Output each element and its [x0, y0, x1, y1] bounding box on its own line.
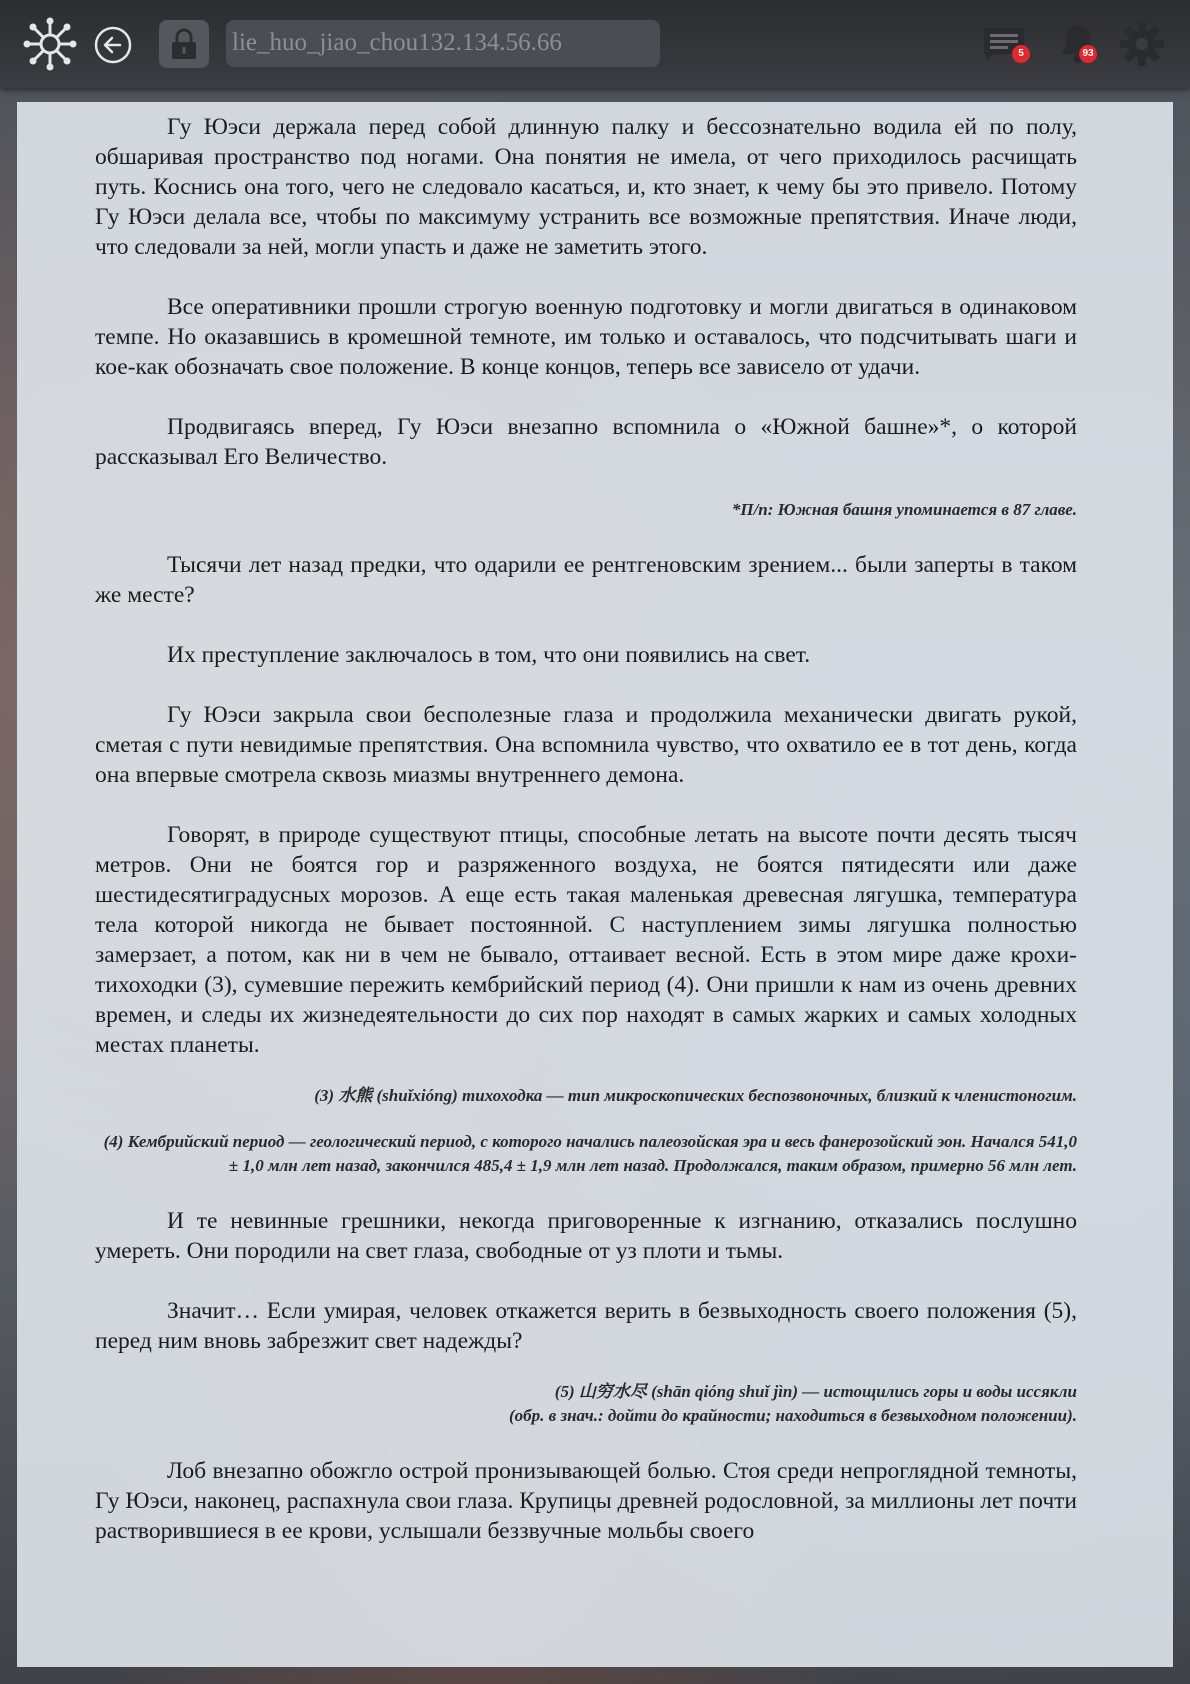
paragraph: Гу Юэси закрыла свои бесполезные глаза и продолжила механически двигать рукой, сметая с пути невидимые препятствия. Она вспомнила чувство, что охватило ее в тот день, когда она впервые смотрела сквозь миазмы внутреннего демона.: [95, 702, 1077, 788]
footnote: (4) Кембрийский период — геологический период, с которого начались палеозойская эра и весь фанерозойский эон. Начался 541,0 ± 1,0 млн лет назад, закончился 485,4 ± 1,9 млн лет назад. Продолжался, таким образом, примерно 56 млн лет.: [103, 1132, 1077, 1175]
top-toolbar: [0, 0, 1190, 88]
paragraph: Говорят, в природе существуют птицы, способные летать на высоте почти десять тысяч метров. Они не боятся гор и разряженного воздуха, не боятся пятидесяти или даже шестидесятиградусных морозов. А еще есть такая маленькая древесная лягушка, температура тела которой никогда не бывает постоянной. С наступлением зимы лягушка полностью замерзает, а потом, как ни в чем не бывало, оттаивает весной. Есть в этом мире даже крохи-тихоходки (3), сумевшие пережить кембрийский период (4). Они пришли к нам из очень древних времен, и следы их жизнедеятельности до сих пор находят в самых жарких и самых холодных местах планеты.: [95, 822, 1077, 1058]
paragraph: Их преступление заключалось в том, что они появились на свет.: [167, 642, 811, 668]
back-arrow-icon[interactable]: [93, 25, 133, 65]
reader-page: [17, 102, 1173, 1667]
paragraph: Гу Юэси держала перед собой длинную палку и бессознательно водила ей по полу, обшаривая пространство под ногами. Она понятия не имела, от чего приходилось расчищать путь. Коснись она того, чего не следовало касаться, и, кто знает, к чему бы это привело. Потому Гу Юэси делала все, чтобы по максимуму устранить все возможные препятствия. Иначе люди, что следовали за ней, могли упасть и даже не заметить этого.: [95, 114, 1077, 260]
messages-badge: 5: [1012, 45, 1030, 63]
footnote: (5) 山穷水尽 (shān qióng shuǐ jìn) — истощились горы и воды иссякли: [554, 1382, 1077, 1401]
paragraph: Тысячи лет назад предки, что одарили ее рентгеновским зрением... были заперты в таком же месте?: [95, 552, 1077, 608]
paragraph: Значит… Если умирая, человек откажется верить в безвыходность своего положения (5), перед ним вновь забрезжит свет надежды?: [95, 1298, 1077, 1354]
paragraph: И те невинные грешники, некогда приговоренные к изгнанию, отказались послушно умереть. Они породили на свет глаза, свободные от уз плоти и тьмы.: [95, 1208, 1077, 1264]
hub-icon[interactable]: [22, 16, 78, 72]
notifications-badge: 93: [1079, 45, 1097, 63]
footnote: (обр. в знач.: дойти до крайности; находиться в безвыходном положении).: [508, 1406, 1077, 1425]
paragraph: Продвигаясь вперед, Гу Юэси внезапно вспомнила о «Южной башне»*, о которой рассказывал Его Величество.: [95, 414, 1077, 470]
lock-icon[interactable]: [159, 20, 209, 68]
address-field[interactable]: lie_huo_jiao_chou132.134.56.66: [226, 20, 660, 67]
footnote: *П/п: Южная башня упоминается в 87 главе.: [731, 500, 1077, 519]
article-content: [95, 112, 1077, 1576]
footnote: (3) 水熊 (shuǐxióng) тихоходка — тип микроскопических беспозвоночных, близкий к членистоногим.: [314, 1086, 1077, 1105]
paragraph: Все оперативники прошли строгую военную подготовку и могли двигаться в одинаковом темпе. Но оказавшись в кромешной темноте, им только и оставалось, что подсчитывать шаги и кое-как обозначать свое положение. В конце концов, теперь все зависело от удачи.: [95, 294, 1077, 380]
paragraph: Лоб внезапно обожгло острой пронизывающей болью. Стоя среди непроглядной темноты, Гу Юэси, наконец, распахнула свои глаза. Крупицы древней родословной, за миллионы лет почти растворившиеся в ее крови, услышали беззвучные мольбы своего: [95, 1458, 1077, 1544]
gear-icon[interactable]: [1118, 20, 1166, 68]
